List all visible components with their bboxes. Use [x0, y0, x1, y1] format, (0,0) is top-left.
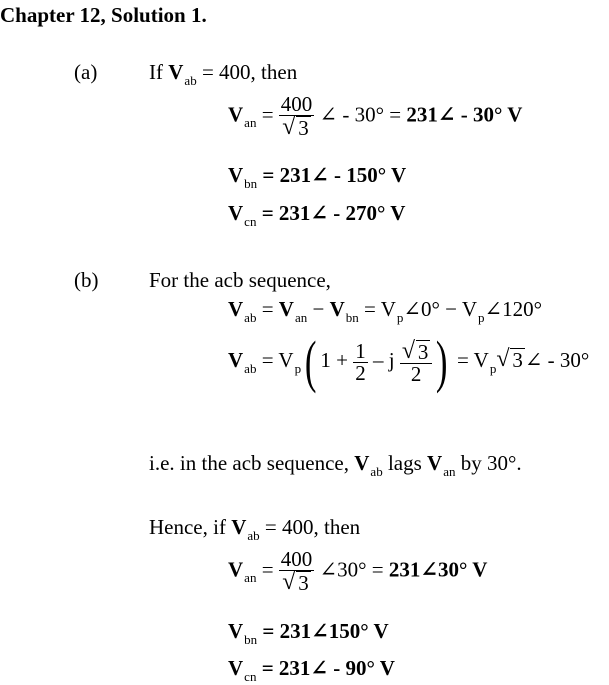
part-a-given-line: [149, 60, 298, 88]
v-symbol: V: [228, 201, 244, 225]
bn-subscript: bn: [345, 310, 359, 325]
ab-subscript: ab: [244, 360, 257, 376]
eq-equals-vp: = V: [456, 347, 489, 372]
vbn-answer: = 231∠150° V: [262, 619, 389, 643]
van-answer: 231∠30° V: [388, 557, 488, 582]
v-symbol: V: [228, 656, 244, 680]
v-symbol: V: [228, 557, 244, 582]
angle-text: ∠ - 30° =: [319, 102, 402, 127]
v-symbol: V: [168, 60, 184, 84]
v-symbol: V: [228, 347, 244, 372]
v-symbol: V: [231, 515, 247, 539]
an-subscript: an: [294, 310, 308, 325]
v-symbol: V: [427, 451, 443, 475]
part-b-label: (b): [74, 268, 99, 292]
part-a-vcn-eq: [228, 201, 406, 229]
vab-given: = 400: [201, 60, 251, 84]
bn-subscript: bn: [244, 632, 258, 647]
v-symbol: V: [228, 102, 244, 127]
fraction-one-half: $\frac{1}{2}$: [355, 338, 366, 385]
fraction-400-sqrt3: [279, 94, 315, 139]
vbn-answer: = 231∠ - 150° V: [262, 163, 407, 187]
an-subscript: an: [443, 464, 456, 479]
van-answer: 231∠ - 30° V: [406, 102, 523, 127]
part-b-vcn-eq: [228, 656, 395, 684]
part-a-label: (a): [74, 60, 98, 84]
p-subscript: p: [396, 310, 404, 325]
statement-pre: i.e. in the acb sequence,: [149, 451, 349, 475]
p-subscript: p: [478, 310, 485, 325]
then-text: , then: [313, 515, 361, 539]
v-symbol: V: [329, 297, 345, 321]
an-subscript: an: [244, 115, 257, 131]
eq-angle120: ∠120°: [484, 297, 543, 321]
numerator: 400: [280, 92, 313, 116]
p-subscript: p: [489, 360, 497, 376]
acb-statement: [149, 451, 522, 479]
cn-subscript: cn: [244, 669, 257, 684]
if-text: If: [149, 60, 163, 84]
statement-lags: lags: [387, 451, 422, 475]
hence-line: [149, 515, 361, 543]
sqrt: √ 3: [282, 114, 309, 140]
page-title: Chapter 12, Solution 1.: [0, 3, 207, 27]
part-a-vbn-eq: [228, 163, 407, 191]
part-b-intro: For the acb sequence,: [149, 268, 331, 292]
angle-text: ∠30° =: [319, 557, 384, 582]
then-text: , then: [250, 60, 298, 84]
eq-vp: = V: [364, 297, 396, 321]
vcn-answer: = 231∠ - 270° V: [261, 201, 406, 225]
v-symbol: V: [278, 297, 294, 321]
part-b-vab-eq1: $V_{ab} = V_{an} - V_{bn}$ = $V_p\angle 0^\circ$ − $V_p\angle 120^\circ$: [228, 297, 543, 325]
v-symbol: V: [228, 297, 244, 321]
part-a-van-eq: $V_{an}$ = 400 √ 3 ∠ - 30° = 231∠ - 30° V: [228, 92, 523, 140]
ab-subscript: ab: [244, 310, 257, 325]
hence-text: Hence, if: [149, 515, 226, 539]
fraction-sqrt3-over-2: √ 3 2: [400, 340, 433, 385]
ab-subscript: ab: [184, 73, 197, 88]
sqrt: √ 3: [496, 345, 523, 372]
eq-equals-vp: = V: [261, 347, 294, 372]
eq-angle0: ∠0° − V: [403, 297, 478, 321]
an-subscript: an: [244, 570, 257, 586]
part-b-vbn-eq: [228, 619, 389, 647]
fraction-400-sqrt3: 400 √ 3: [280, 547, 313, 595]
hence-value: = 400: [264, 515, 314, 539]
angle-minus-30: ∠ - 30°: [524, 347, 590, 372]
bn-subscript: bn: [244, 176, 258, 191]
minus-j: – j: [373, 347, 395, 372]
part-b-van-eq: $V_{an}$ = 400 √ 3 ∠30° = 231∠30° V: [228, 547, 488, 595]
vcn-answer: = 231∠ - 90° V: [261, 656, 395, 680]
ab-subscript: ab: [247, 528, 260, 543]
v-symbol: V: [354, 451, 370, 475]
v-symbol: V: [228, 163, 244, 187]
cn-subscript: cn: [244, 214, 257, 229]
one-plus: 1 +: [320, 347, 349, 372]
ab-subscript: ab: [370, 464, 383, 479]
part-b-vab-eq2: $V_{ab} = V_p$( 1 + $\frac{1}{2}$ – j √ 3 2 ) = $V_p$ √ 3∠ - 30°: [228, 329, 590, 394]
statement-post: by 30°.: [460, 451, 522, 475]
p-subscript: p: [294, 360, 302, 376]
v-symbol: V: [228, 619, 244, 643]
